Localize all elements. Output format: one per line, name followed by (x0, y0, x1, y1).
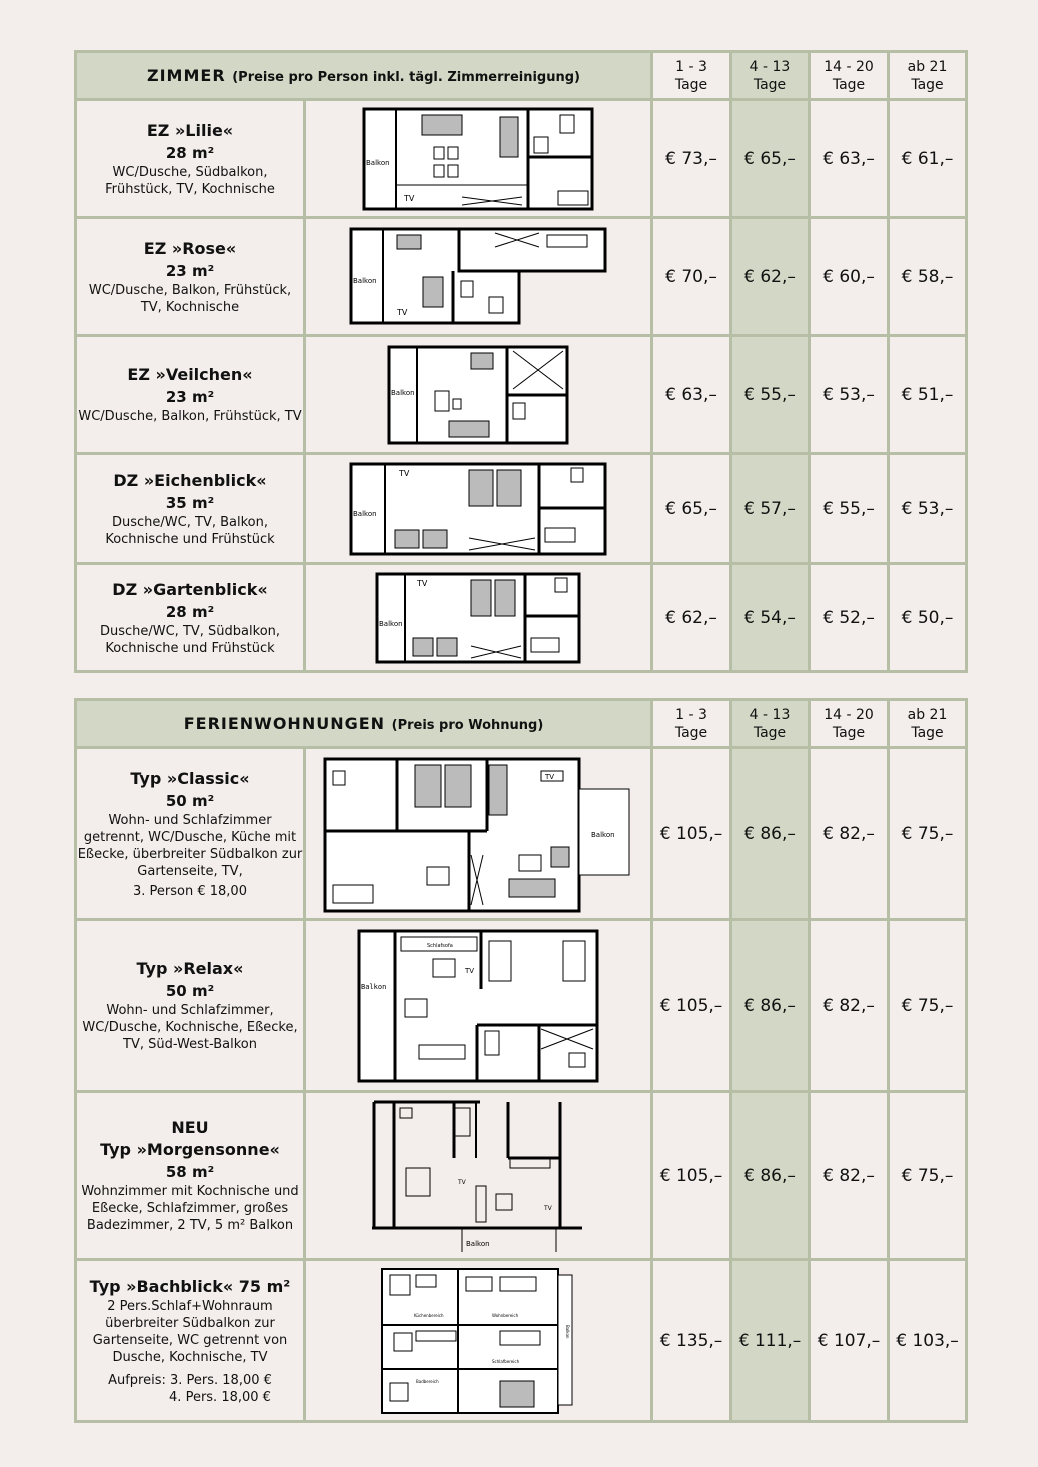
apartment-row-classic (76, 748, 967, 920)
apartment-features: Wohn- und Schlafzimmer getrennt, WC/Dusche, Küche mit Eßecke, überbreiter Südbalkon zur Gartenseite, TV, (77, 812, 303, 879)
plan-label-balkon: Balkon (366, 158, 390, 167)
apartment-row-morgensonne (76, 1092, 967, 1260)
price-4-13: € 57,– (731, 454, 810, 564)
apartment-area: 50 m² (165, 982, 215, 1000)
plan-label-kueche: Küchenbereich (414, 1312, 444, 1318)
floor-plan-bachblick (305, 1260, 652, 1422)
price-4-13: € 54,– (731, 564, 810, 672)
room-features: WC/Dusche, Südbalkon, Frühstück, TV, Kochnische (105, 164, 275, 197)
price-14-20: € 63,– (810, 100, 889, 218)
room-area: 28 m² (165, 602, 215, 621)
room-name: DZ »Gartenblick« (112, 579, 268, 599)
price-1-3: € 73,– (652, 100, 731, 218)
room-row-eichenblick (76, 454, 967, 564)
plan-label-tv-2: TV (544, 1204, 552, 1212)
price-1-3: € 105,– (652, 920, 731, 1092)
price-1-3: € 63,– (652, 336, 731, 454)
col-header-14-20: 14 - 20 Tage (810, 700, 889, 748)
price-14-20: € 53,– (810, 336, 889, 454)
floor-plan-drawing (349, 462, 607, 556)
room-features: WC/Dusche, Balkon, Frühstück, TV (78, 409, 302, 424)
floor-plan-drawing (362, 107, 594, 211)
plan-label-balkon: Balkon (379, 619, 403, 628)
apartment-surcharge-3: Aufpreis: 3. Pers. 18,00 € (108, 1372, 272, 1388)
floor-plan-drawing (323, 755, 633, 913)
floor-plan-relax (305, 920, 652, 1092)
room-description (76, 454, 305, 564)
plan-label-tv: TV (397, 307, 408, 317)
room-row-lilie (76, 100, 967, 218)
plan-label-balkon: Balkon (565, 1324, 570, 1338)
col-header-1-3: 1 - 3 Tage (652, 700, 731, 748)
room-features: Dusche/WC, TV, Balkon, Kochnische und Frühstück (105, 514, 275, 547)
room-name: DZ »Eichenblick« (113, 470, 267, 490)
plan-label-tv: TV (545, 772, 555, 781)
room-description (76, 100, 305, 218)
price-14-20: € 55,– (810, 454, 889, 564)
price-ab-21: € 58,– (889, 218, 967, 336)
plan-label-tv: TV (465, 966, 475, 975)
price-ab-21: € 75,– (889, 920, 967, 1092)
floor-plan-drawing (380, 1265, 576, 1417)
price-14-20: € 82,– (810, 920, 889, 1092)
plan-label-tv: TV (417, 578, 428, 588)
plan-label-balkon: Balkon (353, 276, 377, 285)
apartment-row-relax (76, 920, 967, 1092)
floor-plan-drawing (349, 227, 607, 327)
room-row-rose (76, 218, 967, 336)
price-ab-21: € 53,– (889, 454, 967, 564)
new-badge: NEU (171, 1118, 209, 1137)
price-1-3: € 70,– (652, 218, 731, 336)
plan-label-tv: TV (404, 193, 415, 203)
apartment-description (76, 1092, 305, 1260)
price-ab-21: € 75,– (889, 1092, 967, 1260)
room-area: 23 m² (165, 261, 215, 280)
price-ab-21: € 50,– (889, 564, 967, 672)
col-header-14-20: 14 - 20 Tage (810, 52, 889, 100)
apartment-surcharge-4: 4. Pers. 18,00 € (169, 1389, 271, 1405)
room-description (76, 336, 305, 454)
price-ab-21: € 51,– (889, 336, 967, 454)
room-area: 35 m² (165, 493, 215, 512)
price-4-13: € 86,– (731, 1092, 810, 1260)
price-14-20: € 82,– (810, 748, 889, 920)
plan-label-balkon: Balkon (391, 388, 415, 397)
ferien-header-row (76, 700, 967, 748)
ferien-header (76, 700, 652, 748)
price-4-13: € 55,– (731, 336, 810, 454)
apartment-features: 2 Pers.Schlaf+Wohnraum überbreiter Südbalkon zur Gartenseite, WC getrennt von Dusche, Kochnische, TV (92, 1298, 288, 1365)
price-ab-21: € 61,– (889, 100, 967, 218)
plan-label-wohnen: Wohnbereich (492, 1312, 519, 1318)
floor-plan-lilie (305, 100, 652, 218)
room-area: 28 m² (165, 143, 215, 162)
plan-label-tv: TV (399, 468, 410, 478)
price-4-13: € 111,– (731, 1260, 810, 1422)
price-1-3: € 62,– (652, 564, 731, 672)
apartment-area: 50 m² (165, 791, 215, 810)
zimmer-title: ZIMMER (147, 66, 226, 85)
plan-label-schlafsofa: Schlafsofa (427, 942, 453, 949)
floor-plan-veilchen (305, 336, 652, 454)
room-row-veilchen (76, 336, 967, 454)
apartment-name: Typ »Classic« (130, 768, 250, 788)
col-header-4-13: 4 - 13 Tage (731, 52, 810, 100)
apartment-features: Wohnzimmer mit Kochnische und Eßecke, Schlafzimmer, großes Badezimmer, 2 TV, 5 m² Balkon (81, 1184, 299, 1233)
room-features: WC/Dusche, Balkon, Frühstück, TV, Kochnische (88, 282, 292, 315)
price-4-13: € 86,– (731, 748, 810, 920)
floor-plan-gartenblick (305, 564, 652, 672)
floor-plan-morgensonne (305, 1092, 652, 1260)
floor-plan-classic (305, 748, 652, 920)
apartment-name: Typ »Morgensonne« (100, 1140, 280, 1159)
plan-label-balkon: Balkon (361, 982, 387, 991)
floor-plan-eichenblick (305, 454, 652, 564)
col-header-ab-21: ab 21 Tage (889, 52, 967, 100)
plan-label-balkon: Balkon (353, 509, 377, 518)
floor-plan-rose (305, 218, 652, 336)
ferien-subtitle: (Preis pro Wohnung) (391, 718, 544, 733)
room-features: Dusche/WC, TV, Südbalkon, Kochnische und Frühstück (99, 623, 281, 656)
plan-label-balkon: Balkon (591, 830, 615, 839)
apartment-description (76, 1260, 305, 1422)
plan-label-schlafen: Schlafbereich (492, 1358, 520, 1364)
price-1-3: € 105,– (652, 748, 731, 920)
room-description (76, 564, 305, 672)
apartment-description (76, 748, 305, 920)
floor-plan-drawing (370, 1098, 586, 1254)
price-14-20: € 52,– (810, 564, 889, 672)
price-14-20: € 107,– (810, 1260, 889, 1422)
price-ab-21: € 75,– (889, 748, 967, 920)
apartment-extra: 3. Person € 18,00 (133, 883, 247, 899)
ferien-price-table (74, 698, 968, 1423)
apartment-features: Wohn- und Schlafzimmer, WC/Dusche, Kochnische, Eßecke, TV, Süd-West-Balkon (82, 1003, 298, 1052)
price-4-13: € 62,– (731, 218, 810, 336)
apartment-name: Typ »Relax« (136, 959, 244, 978)
floor-plan-drawing (357, 927, 599, 1085)
room-area: 23 m² (165, 388, 215, 406)
price-1-3: € 105,– (652, 1092, 731, 1260)
apartment-description (76, 920, 305, 1092)
price-14-20: € 60,– (810, 218, 889, 336)
col-header-4-13: 4 - 13 Tage (731, 700, 810, 748)
price-14-20: € 82,– (810, 1092, 889, 1260)
zimmer-subtitle: (Preise pro Person inkl. tägl. Zimmerreinigung) (232, 70, 580, 85)
price-4-13: € 86,– (731, 920, 810, 1092)
plan-label-tv: TV (458, 1178, 466, 1186)
apartment-name: Typ »Bachblick« 75 m² (89, 1276, 291, 1296)
apartment-row-bachblick (76, 1260, 967, 1422)
zimmer-price-table (74, 50, 968, 673)
zimmer-header-row (76, 52, 967, 100)
room-description (76, 218, 305, 336)
floor-plan-drawing (387, 345, 569, 445)
room-row-gartenblick (76, 564, 967, 672)
price-1-3: € 135,– (652, 1260, 731, 1422)
room-name: EZ »Rose« (143, 238, 237, 258)
room-name: EZ »Lilie« (146, 120, 234, 140)
price-ab-21: € 103,– (889, 1260, 967, 1422)
plan-label-balkon: Balkon (466, 1239, 490, 1248)
floor-plan-drawing (375, 572, 581, 664)
plan-label-bad: Badbereich (416, 1378, 439, 1384)
col-header-ab-21: ab 21 Tage (889, 700, 967, 748)
room-name: EZ »Veilchen« (127, 365, 253, 384)
zimmer-header (76, 52, 652, 100)
price-1-3: € 65,– (652, 454, 731, 564)
price-4-13: € 65,– (731, 100, 810, 218)
apartment-area: 58 m² (165, 1163, 215, 1181)
ferien-title: FERIENWOHNUNGEN (183, 714, 386, 733)
col-header-1-3: 1 - 3 Tage (652, 52, 731, 100)
